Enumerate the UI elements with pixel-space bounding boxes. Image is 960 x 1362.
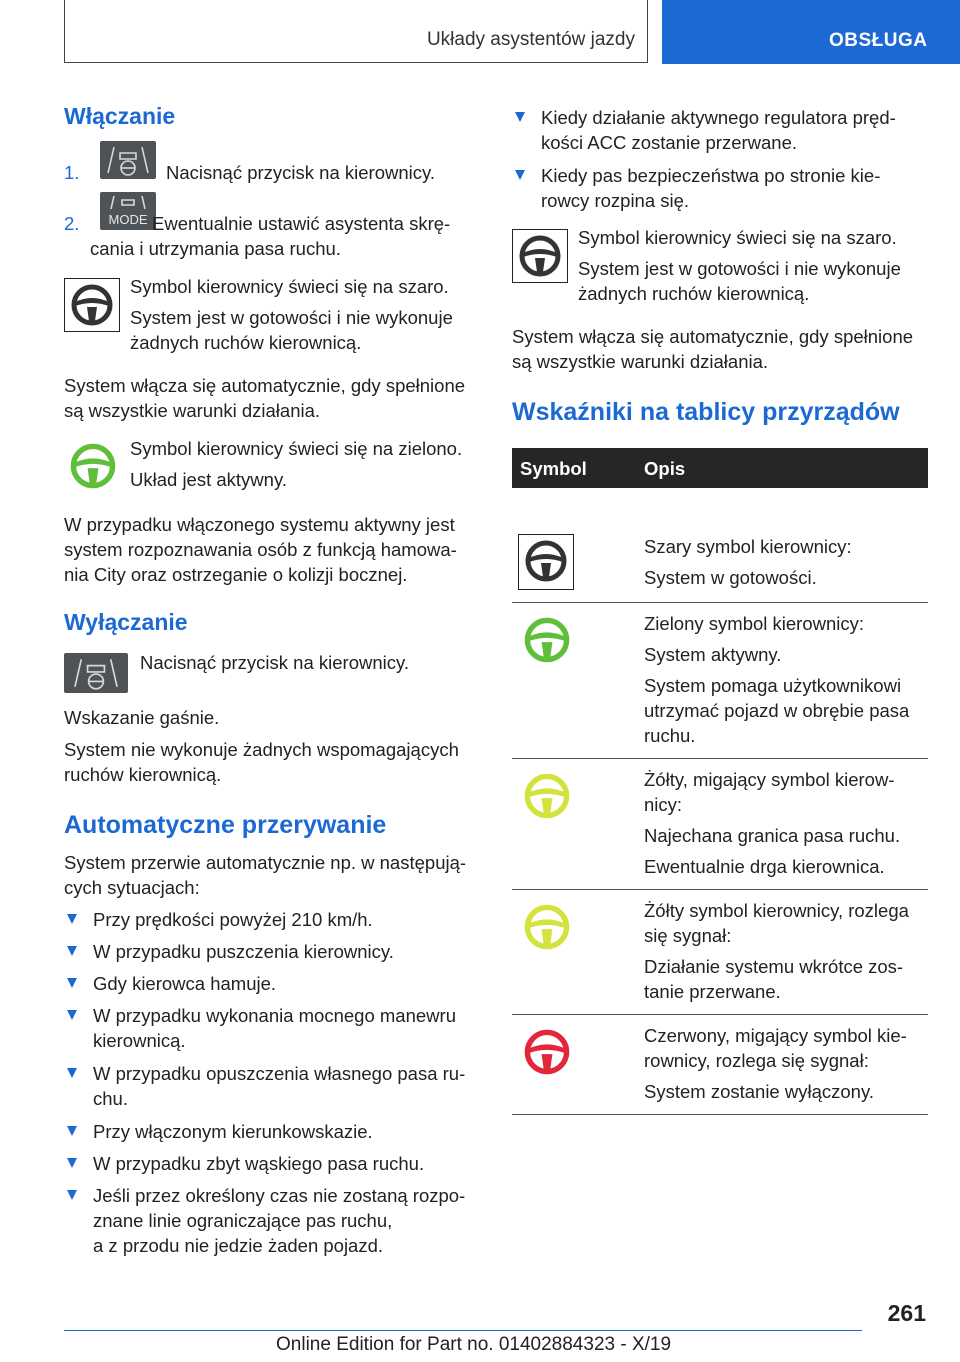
mode-label: MODE [108, 212, 148, 227]
list-item: W przypadku opuszczenia własnego pasa ru‐ [93, 1063, 466, 1084]
step2-line1: Ewentualnie ustawić asystenta skrę‐ [152, 213, 451, 234]
list-item: Kiedy pas bezpieczeństwa po stronie kie‐ [541, 165, 881, 186]
bullet-arrow-icon [67, 1126, 77, 1136]
description-line: się sygnał: [644, 925, 732, 946]
symbol-cell [512, 488, 636, 603]
list-item: Przy prędkości powyżej 210 km/h. [93, 909, 373, 930]
para-b: system rozpoznawania osób z funkcją hamowa‐ [64, 539, 457, 560]
footer-edition: Online Edition for Part no. 01402884323 - X/19 [276, 1334, 672, 1355]
description-line: Zielony symbol kierownicy: [644, 613, 865, 634]
list-item: Kiedy działanie aktywnego regulatora pręd‐ [541, 107, 896, 128]
description-line: Najechana granica pasa ruchu. [644, 825, 901, 846]
description-cell [636, 603, 928, 759]
list-item-cont: kości ACC zostanie przerwane. [541, 132, 798, 153]
description-line: System pomaga użytkownikowi [644, 675, 902, 696]
grey-text-2b: żadnych ruchów kierownicą. [578, 283, 810, 304]
mode-button-icon [100, 192, 156, 230]
grey-text-1: Symbol kierownicy świeci się na szaro. [578, 227, 897, 248]
symbol-cell [512, 603, 636, 759]
list-item: W przypadku wykonania mocnego manewru [93, 1005, 456, 1026]
heading-wylaczanie: Wyłączanie [64, 609, 188, 635]
grey-symbol-box [64, 278, 120, 332]
description-line: System aktywny. [644, 644, 782, 665]
list-item: W przypadku puszczenia kierownicy. [93, 941, 394, 962]
grey-text-2b: żadnych ruchów kierownicą. [130, 332, 362, 353]
bullet-arrow-icon [67, 1158, 77, 1168]
footer-divider [64, 1330, 862, 1331]
description-line: Czerwony, migający symbol kie‐ [644, 1025, 907, 1046]
description-cell [636, 488, 928, 603]
off-text: Nacisnąć przycisk na kierownicy. [140, 652, 410, 673]
off-text-a: Wskazanie gaśnie. [64, 707, 220, 728]
step-number: 2. [64, 213, 80, 234]
steering-wheel-green-icon [522, 615, 572, 665]
header-frame [64, 0, 648, 63]
bullet-arrow-icon [67, 1190, 77, 1200]
description-line: Ewentualnie drga kierownica. [644, 856, 885, 877]
list-item: Przy włączonym kierunkowskazie. [93, 1121, 373, 1142]
column-header-opis: Opis [636, 448, 928, 488]
page-number: 261 [887, 1300, 926, 1326]
description-cell [636, 890, 928, 1015]
list-item-cont: a z przodu nie jedzie żaden pojazd. [93, 1235, 384, 1256]
bullet-arrow-icon [67, 1010, 77, 1020]
description-line: Żółty symbol kierownicy, rozlega [644, 900, 909, 921]
steering-wheel-yellow-icon [522, 902, 572, 952]
bullet-arrow-icon [515, 170, 525, 180]
list-item: Gdy kierowca hamuje. [93, 973, 277, 994]
list-item: W przypadku zbyt wąskiego pasa ruchu. [93, 1153, 425, 1174]
para-c: nia City oraz ostrzeganie o kolizji bocznej. [64, 564, 408, 585]
symbol-cell [512, 759, 636, 890]
steering-wheel-grey-icon [69, 282, 115, 328]
grey-text-1: Symbol kierownicy świeci się na szaro. [130, 276, 449, 297]
symbol-table [512, 448, 928, 1115]
auto-text-a: System włącza się automatycznie, gdy spełnione [64, 375, 466, 396]
steering-wheel-green-icon [68, 441, 118, 491]
step2-line2: cania i utrzymania pasa ruchu. [90, 238, 341, 259]
table-row [512, 488, 928, 603]
list-item: Jeśli przez określony czas nie zostaną rozpo‐ [93, 1185, 466, 1206]
lane-assist-off-button-icon [64, 653, 128, 693]
bullet-arrow-icon [515, 112, 525, 122]
green-text-1: Symbol kierownicy świeci się na zielono. [130, 438, 463, 459]
description-cell [636, 759, 928, 890]
grey-symbol-box [512, 229, 568, 283]
step-number: 1. [64, 162, 80, 183]
symbol-cell [512, 1015, 636, 1115]
heading-automatyczne: Automatyczne przerywanie [64, 811, 387, 839]
table-row [512, 603, 928, 759]
steering-wheel-grey-icon [523, 538, 569, 584]
heading-wskazniki: Wskaźniki na tablicy przyrządów [512, 398, 900, 426]
description-line: ruchu. [644, 725, 696, 746]
off-text-b2: ruchów kierownicą. [64, 764, 222, 785]
intro-a: System przerwie automatycznie np. w następują‐ [64, 852, 467, 873]
grey-text-2a: System jest w gotowości i nie wykonuje [130, 307, 453, 328]
lane-assist-button-icon [100, 141, 156, 179]
description-line: System w gotowości. [644, 567, 817, 588]
column-header-symbol: Symbol [512, 448, 636, 488]
table-row [512, 759, 928, 890]
description-line: rownicy, rozlega się sygnał: [644, 1050, 869, 1071]
auto-text-a: System włącza się automatycznie, gdy spełnione [512, 326, 914, 347]
description-line: Żółty, migający symbol kierow‐ [644, 769, 895, 790]
tab-obsluga[interactable] [662, 0, 960, 64]
list-item-cont: kierownicą. [93, 1030, 186, 1051]
intro-b: cych sytuacjach: [64, 877, 200, 898]
description-line: Szary symbol kierownicy: [644, 536, 852, 557]
heading-wlaczanie: Włączanie [64, 103, 176, 129]
steering-wheel-grey-icon [517, 233, 563, 279]
description-line: nicy: [644, 794, 683, 815]
steering-wheel-red-icon [522, 1027, 572, 1077]
step1-text: Nacisnąć przycisk na kierownicy. [166, 162, 436, 183]
list-item-cont: znane linie ograniczające pas ruchu, [93, 1210, 393, 1231]
section-title: Układy asystentów jazdy [426, 29, 635, 50]
tab-label: OBSŁUGA [829, 30, 928, 51]
symbol-cell [512, 890, 636, 1015]
description-line: tanie przerwane. [644, 981, 781, 1002]
para-a: W przypadku włączonego systemu aktywny jest [64, 514, 455, 535]
description-line: utrzymać pojazd w obrębie pasa [644, 700, 910, 721]
description-cell [636, 1015, 928, 1115]
grey-text-2a: System jest w gotowości i nie wykonuje [578, 258, 901, 279]
bullet-arrow-icon [67, 914, 77, 924]
list-item-cont: rowcy rozpina się. [541, 190, 690, 211]
off-text-b1: System nie wykonuje żadnych wspomagających [64, 739, 459, 760]
auto-text-b: są wszystkie warunki działania. [512, 351, 769, 372]
steering-wheel-yellow-blinking-icon [522, 771, 572, 821]
green-text-2: Układ jest aktywny. [130, 469, 287, 490]
table-header-row [512, 448, 928, 488]
bullet-arrow-icon [67, 946, 77, 956]
list-item-cont: chu. [93, 1088, 128, 1109]
auto-text-b: są wszystkie warunki działania. [64, 400, 321, 421]
bullet-arrow-icon [67, 978, 77, 988]
table-row [512, 1015, 928, 1115]
description-line: System zostanie wyłączony. [644, 1081, 874, 1102]
bullet-arrow-icon [67, 1068, 77, 1078]
description-line: Działanie systemu wkrótce zos‐ [644, 956, 904, 977]
table-row [512, 890, 928, 1015]
